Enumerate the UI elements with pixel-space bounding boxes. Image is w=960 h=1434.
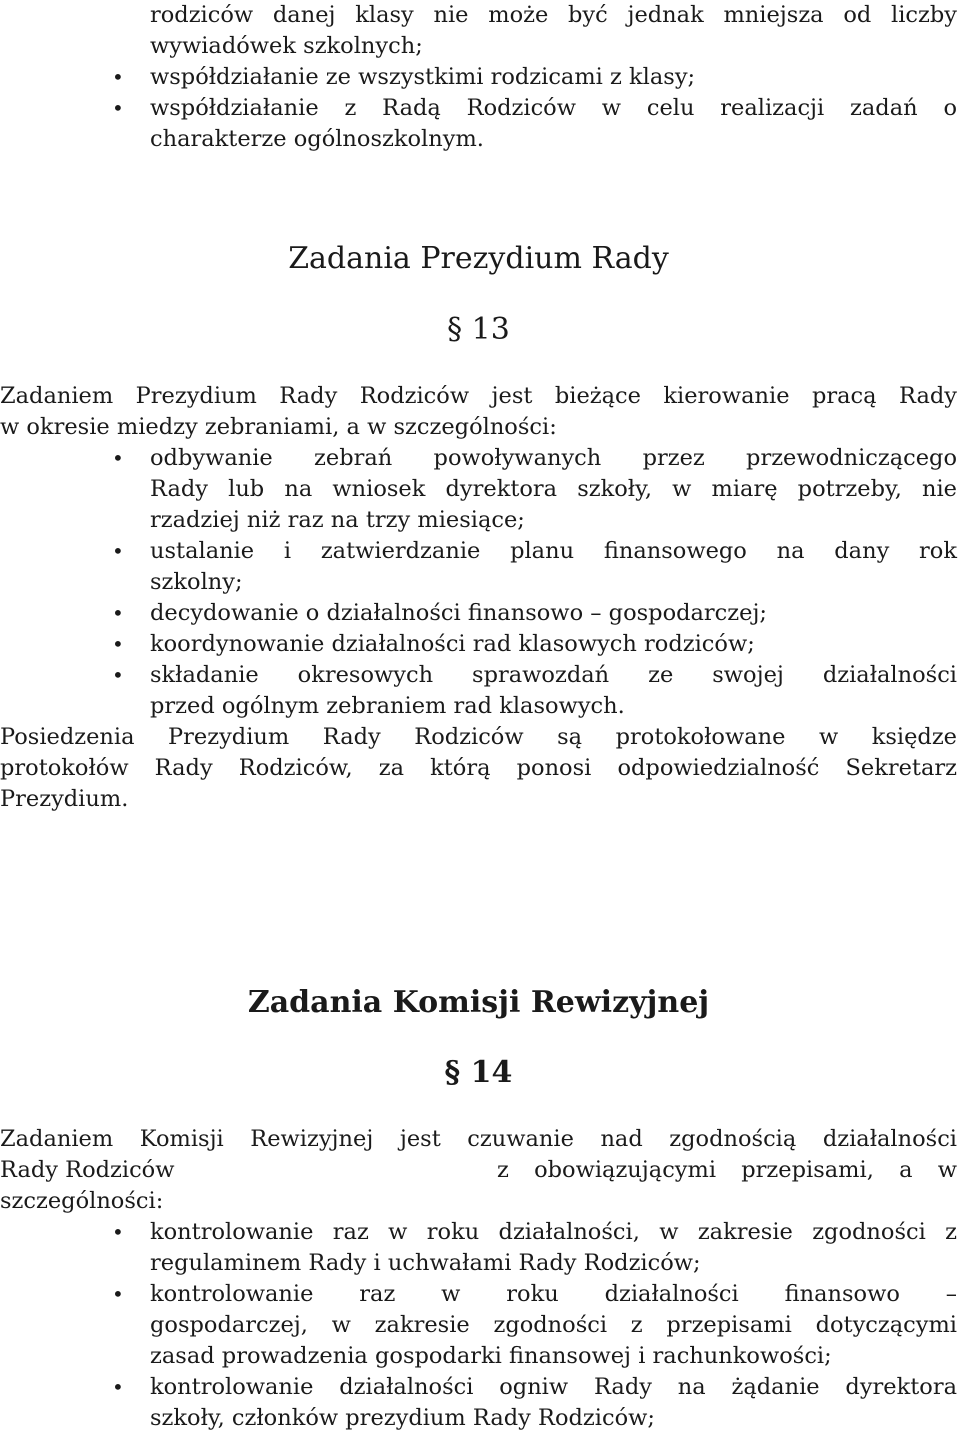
list-item-text: kontrolowanie raz w roku działalności finansowo – <box>150 1281 957 1307</box>
bullet-icon: • <box>112 632 124 656</box>
bullet-icon: • <box>112 1220 124 1244</box>
list-item <box>0 536 957 598</box>
list-item <box>0 660 957 722</box>
list-item-text: szkoły, członków prezydium Rady Rodziców; <box>150 1405 655 1431</box>
list-item <box>0 1279 957 1372</box>
section-13-body <box>0 381 957 815</box>
list-item-text: gospodarczej, w zakresie zgodności z przepisami dotyczącymi <box>150 1312 957 1338</box>
list-item <box>0 598 957 629</box>
list-item <box>0 0 957 62</box>
section-heading: Zadania Prezydium Rady <box>288 241 669 276</box>
bullet-icon: • <box>112 601 124 625</box>
section-number: § 13 <box>447 312 510 347</box>
list-item-text: wywiadówek szkolnych; <box>150 33 423 59</box>
list-item-text: decydowanie o działalności finansowo – gospodarczej; <box>150 600 768 626</box>
list-item-text: szkolny; <box>150 569 243 595</box>
bullet-icon: • <box>112 1282 124 1306</box>
paragraph-text: z obowiązującymi przepisami, a w <box>497 1157 957 1183</box>
section-14-body <box>0 1124 957 1434</box>
paragraph-text: Zadaniem Prezydium Rady Rodziców jest bieżące kierowanie pracą Rady <box>0 383 957 409</box>
list-item-text: składanie okresowych sprawozdań ze swojej działalności <box>150 662 957 688</box>
list-item-text: przed ogólnym zebraniem rad klasowych. <box>150 693 625 719</box>
list-item <box>0 629 957 660</box>
list-item <box>0 1372 957 1434</box>
list-item-text: rodziców danej klasy nie może być jednak mniejsza od liczby <box>150 2 957 28</box>
bullet-icon: • <box>112 446 124 470</box>
list-item-text: współdziałanie z Radą Rodziców w celu realizacji zadań o <box>150 95 957 121</box>
list-item-text: charakterze ogólnoszkolnym. <box>150 126 484 152</box>
paragraph-text: w okresie miedzy zebraniami, a w szczególności: <box>0 414 557 440</box>
section-number: § 14 <box>444 1055 513 1090</box>
list-item-text: rzadziej niż raz na trzy miesiące; <box>150 507 525 533</box>
list-item-text: kontrolowanie działalności ogniw Rady na żądanie dyrektora <box>150 1374 957 1400</box>
bullet-icon: • <box>112 65 124 89</box>
list-item <box>0 1217 957 1279</box>
paragraph-text: Rady Rodziców <box>0 1157 175 1183</box>
list-item <box>0 62 957 93</box>
paragraph-text: protokołów Rady Rodziców, za którą ponosi odpowiedzialność Sekretarz <box>0 755 957 781</box>
paragraph-text: szczególności: <box>0 1188 164 1214</box>
list-item <box>0 93 957 155</box>
list-item-text: Rady lub na wniosek dyrektora szkoły, w miarę potrzeby, nie <box>150 476 957 502</box>
list-item-text: regulaminem Rady i uchwałami Rady Rodziców; <box>150 1250 701 1276</box>
list-item-text: współdziałanie ze wszystkimi rodzicami z klasy; <box>150 64 696 90</box>
paragraph-text: Prezydium. <box>0 786 129 812</box>
list-item <box>0 443 957 536</box>
paragraph-text: Zadaniem Komisji Rewizyjnej jest czuwanie nad zgodnością działalności <box>0 1126 957 1152</box>
top-bullet-list <box>0 0 957 155</box>
bullet-icon: • <box>112 96 124 120</box>
list-item-text: kontrolowanie raz w roku działalności, w zakresie zgodności z <box>150 1219 957 1245</box>
list-item-text: zasad prowadzenia gospodarki finansowej i rachunkowości; <box>150 1343 832 1369</box>
paragraph-line <box>0 1155 957 1186</box>
bullet-icon: • <box>112 663 124 687</box>
bullet-icon: • <box>112 1375 124 1399</box>
list-item-text: odbywanie zebrań powoływanych przez przewodniczącego <box>150 445 957 471</box>
bullet-icon: • <box>112 539 124 563</box>
section-heading: Zadania Komisji Rewizyjnej <box>247 985 710 1020</box>
paragraph-text: Posiedzenia Prezydium Rady Rodziców są protokołowane w księdze <box>0 724 957 750</box>
list-item-text: ustalanie i zatwierdzanie planu finansowego na dany rok <box>150 538 957 564</box>
list-item-text: koordynowanie działalności rad klasowych rodziców; <box>150 631 755 657</box>
